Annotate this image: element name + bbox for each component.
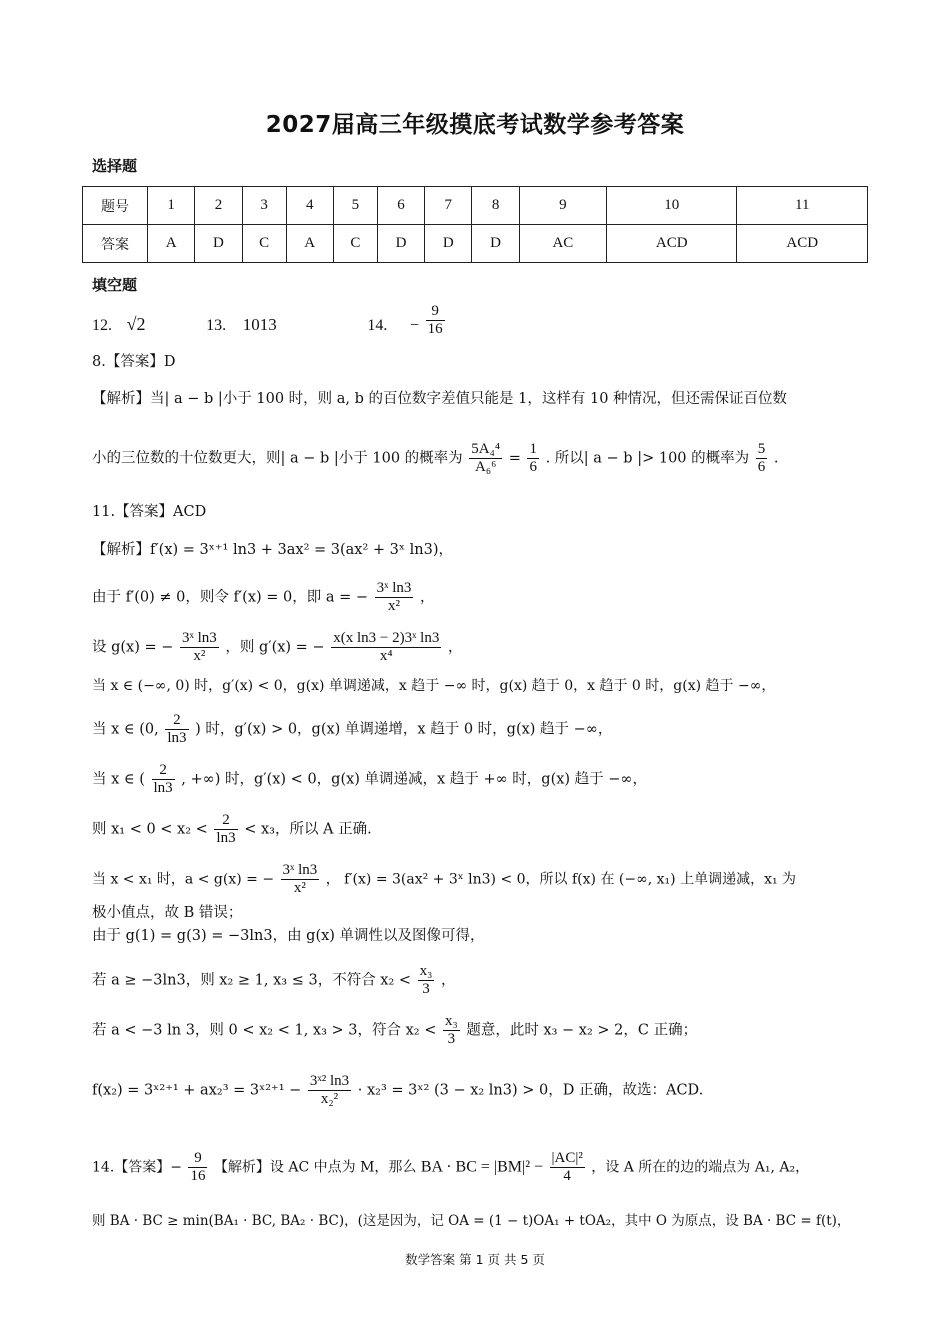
table-cell: 2 — [195, 187, 242, 225]
fraction-numerator: 2 — [165, 712, 188, 730]
table-cell: D — [425, 225, 472, 263]
text-segment: ， f′(x) = 3(ax² + 3ˣ ln3) < 0，所以 f(x) 在 (−∞, x₁) 上单调递减，x₁ 为 — [325, 871, 797, 888]
q8-analysis-line-2 — [92, 441, 778, 476]
fraction-denominator: 3 — [447, 1031, 456, 1047]
q11-line-8 — [92, 862, 796, 897]
fraction-denominator: A₆⁶ — [475, 459, 497, 475]
q11-line-7 — [92, 812, 372, 847]
math-fraction — [418, 963, 435, 998]
text-segment: , +∞) 时，g′(x) < 0，g(x) 单调递减，x 趋于 +∞ 时，g(x) 趋于 −∞， — [181, 771, 648, 788]
table-cell: A — [148, 225, 195, 263]
table-cell: D — [377, 225, 424, 263]
text-segment: f(x₂) = 3ˣ²⁺¹ + ax₂³ = 3ˣ²⁺¹ − — [92, 1082, 302, 1099]
q11-line-3 — [92, 630, 462, 665]
q12-label: 12. — [92, 317, 112, 334]
fraction-numerator: 3ˣ ln3 — [182, 630, 217, 646]
fraction-denominator: x² — [193, 648, 206, 664]
fraction-denominator: 6 — [757, 459, 766, 475]
fraction-numerator: 9 — [426, 303, 445, 321]
table-cell: ACD — [606, 225, 736, 263]
text-segment: < x₃，所以 A 正确. — [244, 821, 372, 838]
fraction-numerator: 3ˣ ln3 — [282, 862, 318, 878]
fraction-denominator: ln3 — [216, 830, 236, 846]
text-segment: ， — [447, 639, 463, 656]
text-segment: 设 g(x) = − — [92, 639, 174, 656]
probability-fraction — [469, 441, 502, 476]
fraction-numerator: 1 — [529, 441, 537, 457]
text-segment: 由于 f′(0) ≠ 0，则令 f′(x) = 0，即 a = − — [92, 589, 369, 606]
probability-fraction — [756, 441, 768, 476]
text-segment: 当 x ∈ ( — [92, 771, 145, 788]
fraction-denominator: x₂² — [320, 1091, 339, 1107]
fraction-denominator: 16 — [427, 320, 443, 337]
table-cell: A — [286, 225, 333, 263]
text-segment: ，则 g′(x) = − — [225, 639, 325, 656]
table-cell: ACD — [737, 225, 868, 263]
fraction-numerator: 9 — [188, 1150, 207, 1168]
fraction-denominator: 4 — [563, 1168, 571, 1184]
table-cell: D — [195, 225, 242, 263]
fraction-denominator: x⁴ — [379, 648, 393, 664]
page-title: 2027届高三年级摸底考试数学参考答案 — [265, 112, 685, 138]
fraction-denominator: x² — [293, 880, 306, 896]
fraction-numerator: 5 — [757, 441, 766, 457]
fraction-denominator: x² — [388, 598, 401, 614]
table-cell: 6 — [377, 187, 424, 225]
math-fraction — [152, 762, 175, 797]
vector-expression: BA · BC = |BM|² − — [420, 1158, 544, 1176]
math-fraction — [180, 630, 219, 665]
text-segment: 【解析】设 AC 中点为 M，那么 — [213, 1159, 417, 1176]
fraction-denominator: 16 — [190, 1168, 206, 1184]
equals-sign: = — [508, 450, 521, 467]
q14-label: 14. — [367, 317, 388, 334]
table-cell: D — [472, 225, 519, 263]
q13-value: 1013 — [242, 315, 277, 334]
q14-line-2: 则 BA · BC ≥ min(BA₁ · BC, BA₂ · BC)，(这是因为，记 OA = (1 − t)OA₁ + tOA₂，其中 O 为原点，设 BA · BC = f(t)， — [92, 1213, 851, 1229]
fraction-denominator: 6 — [529, 459, 537, 475]
q11-line-2 — [92, 580, 435, 615]
math-fraction — [188, 1150, 207, 1185]
text-segment: ) 时，g′(x) > 0，g(x) 单调递增，x 趋于 0 时，g(x) 趋于 −∞， — [195, 721, 613, 738]
q11-line-12 — [92, 1013, 697, 1048]
q11-line-5 — [92, 712, 612, 747]
text-segment: . — [773, 450, 779, 467]
table-cell: C — [333, 225, 377, 263]
q11-line-9: 极小值点，故 B 错误； — [92, 905, 243, 921]
table-cell: C — [242, 225, 286, 263]
q11-line-1: 【解析】f′(x) = 3ˣ⁺¹ ln3 + 3ax² = 3(ax² + 3ˣ ln3)， — [92, 542, 453, 558]
q12-value: √2 — [126, 314, 146, 334]
text-segment: 小的三位数的十位数更大，则| a − b |小于 100 的概率为 — [92, 450, 463, 467]
text-segment: ， — [441, 972, 456, 989]
math-fraction — [281, 862, 320, 897]
fraction-numerator: 3ˣ ln3 — [376, 580, 412, 596]
q11-line-10: 由于 g(1) = g(3) = −3ln3，由 g(x) 单调性以及图像可得， — [92, 928, 485, 944]
q14-line-1 — [92, 1150, 809, 1185]
q11-line-6 — [92, 762, 647, 797]
fraction-numerator: 3ˣ² ln3 — [309, 1073, 350, 1089]
table-cell: 5 — [333, 187, 377, 225]
table-row-answers — [83, 225, 868, 263]
fraction-numerator: 5A₄⁴ — [471, 441, 501, 457]
fill-answers-row — [92, 302, 447, 338]
fraction-denominator: ln3 — [153, 780, 173, 796]
q11-line-4: 当 x ∈ (−∞, 0) 时，g′(x) < 0，g(x) 单调递减，x 趋于 −∞ 时，g(x) 趋于 0，x 趋于 0 时，g(x) 趋于 −∞， — [92, 678, 776, 694]
page-footer: 数学答案 第 1 页 共 5 页 — [405, 1252, 545, 1267]
table-row-questions — [83, 187, 868, 225]
math-fraction — [443, 1013, 460, 1048]
probability-fraction — [527, 441, 539, 476]
q11-line-13 — [92, 1073, 703, 1108]
q14-fraction — [426, 303, 445, 338]
section-heading-fill: 填空题 — [92, 276, 138, 294]
text-segment: 14.【答案】− — [92, 1159, 182, 1176]
text-segment: 题意，此时 x₃ − x₂ > 2，C 正确； — [466, 1022, 698, 1039]
fraction-numerator: 2 — [152, 762, 175, 780]
q11-line-11 — [92, 963, 456, 998]
fraction-numerator: |AC|² — [551, 1150, 583, 1166]
math-fraction — [308, 1073, 351, 1108]
table-cell: 7 — [425, 187, 472, 225]
fraction-numerator: 2 — [214, 812, 237, 830]
fraction-denominator: ln3 — [167, 730, 187, 746]
table-cell: 答案 — [83, 225, 148, 263]
text-segment: 当 x < x₁ 时，a < g(x) = − — [92, 871, 275, 888]
table-cell: 8 — [472, 187, 519, 225]
fraction-numerator: x(x ln3 − 2)3ˣ ln3 — [333, 630, 440, 646]
q14-sign: − — [409, 317, 419, 334]
math-fraction — [331, 630, 441, 665]
text-segment: · x₂³ = 3ˣ² (3 − x₂ ln3) > 0，D 正确，故选：ACD. — [357, 1082, 704, 1099]
table-cell: 11 — [737, 187, 868, 225]
table-cell: 3 — [242, 187, 286, 225]
table-cell: 9 — [519, 187, 606, 225]
table-cell: 4 — [286, 187, 333, 225]
q8-analysis-line-1: 【解析】当| a − b |小于 100 时，则 a, b 的百位数字差值只能是 1，这样有 10 种情况，但还需保证百位数 — [92, 391, 788, 407]
text-segment: ，设 A 所在的边的端点为 A₁, A₂， — [591, 1159, 810, 1176]
text-segment: ， — [420, 589, 435, 606]
q11-header: 11.【答案】ACD — [92, 504, 207, 520]
math-fraction — [214, 812, 237, 847]
text-segment: 若 a ≥ −3ln3，则 x₂ ≥ 1, x₃ ≤ 3，不符合 x₂ < — [92, 972, 412, 989]
fraction-denominator: 3 — [422, 981, 430, 997]
table-cell: AC — [519, 225, 606, 263]
math-fraction — [165, 712, 188, 747]
answer-table — [82, 186, 868, 263]
table-cell: 1 — [148, 187, 195, 225]
q8-header: 8.【答案】D — [92, 354, 176, 370]
text-segment: . 所以| a − b |> 100 的概率为 — [545, 450, 750, 467]
text-segment: 则 x₁ < 0 < x₂ < — [92, 821, 208, 838]
table-cell: 10 — [606, 187, 736, 225]
q13-label: 13. — [206, 317, 227, 334]
table-cell: 题号 — [83, 187, 148, 225]
section-heading-choice: 选择题 — [92, 157, 138, 175]
math-fraction — [550, 1150, 585, 1185]
math-fraction — [375, 580, 414, 615]
fraction-numerator: x₃ — [419, 963, 433, 979]
fraction-numerator: x₃ — [444, 1013, 458, 1029]
text-segment: 若 a < −3 ln 3，则 0 < x₂ < 1, x₃ > 3，符合 x₂ < — [92, 1022, 437, 1039]
text-segment: 当 x ∈ (0, — [92, 721, 159, 738]
